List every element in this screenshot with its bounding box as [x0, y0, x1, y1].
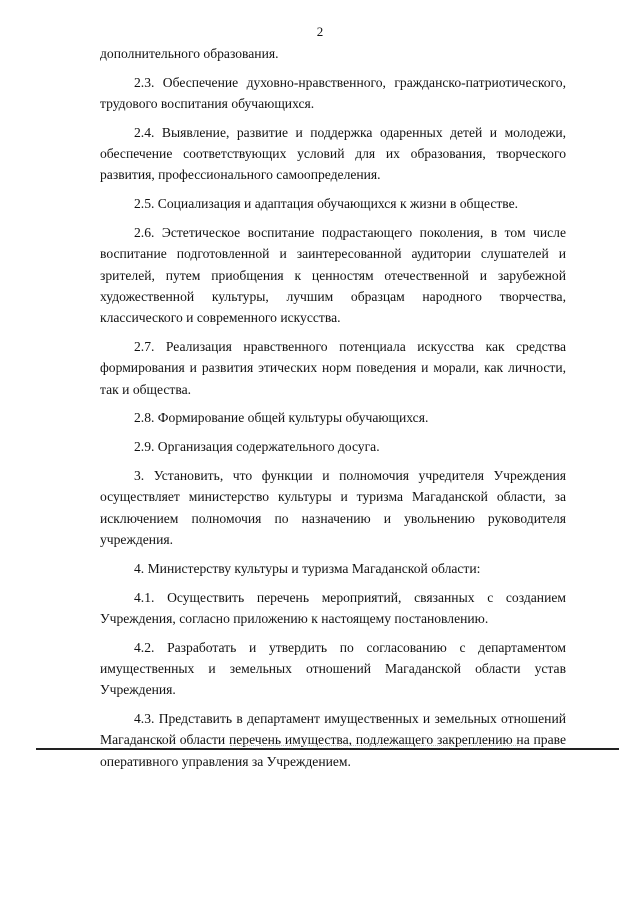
paragraph-2-4: 2.4. Выявление, развитие и поддержка одаренных детей и молодежи, обеспечение соответствующих условий для их образования, творческого развития, профессионального самоопределения.	[100, 124, 566, 183]
paragraph-4-1: 4.1. Осуществить перечень мероприятий, связанных с созданием Учреждения, согласно приложению к настоящему постановлению.	[100, 589, 566, 626]
page-number: 2	[316, 24, 324, 39]
document-body	[100, 43, 566, 779]
paragraph-4-3: 4.3. Представить в департамент имущественных и земельных отношений Магаданской области перечень имущества, подлежащего закреплению на праве оперативного управления за Учреждением.	[100, 711, 566, 769]
scan-artifact-line	[230, 745, 520, 746]
paragraph-4-2: 4.2. Разработать и утвердить по согласованию с департаментом имущественных и земельных отношений Магаданской области устав Учреждения.	[100, 639, 566, 698]
paragraph-4: 4. Министерству культуры и туризма Магаданской области:	[134, 560, 481, 576]
paragraph-2-3: 2.3. Обеспечение духовно-нравственного, гражданско-патриотического, трудового воспитания обучающихся.	[100, 74, 566, 112]
paragraph-2-7: 2.7. Реализация нравственного потенциала искусства как средства формирования и развития этических норм поведения и морали, как личности, так и общества.	[100, 339, 566, 397]
paragraph-2-5: 2.5. Социализация и адаптация обучающихся к жизни в обществе.	[134, 196, 519, 212]
horizontal-rule	[36, 748, 619, 750]
paragraph-2-6: 2.6. Эстетическое воспитание подрастающего поколения, в том числе воспитание подготовленной и заинтересованной аудитории слушателей и зрителей, путем приобщения к ценностям отечественной и зарубежной художественной культуры, лучшим образцам народного творчества, классического и современного искусства.	[100, 225, 566, 326]
paragraph-continuation: дополнительного образования.	[100, 46, 279, 61]
paragraph-2-8: 2.8. Формирование общей культуры обучающихся.	[134, 410, 429, 426]
paragraph-2-9: 2.9. Организация содержательного досуга.	[134, 439, 380, 455]
paragraph-3: 3. Установить, что функции и полномочия учредителя Учреждения осуществляет министерство культуры и туризма Магаданской области, за исключением полномочия по назначению и увольнению руководителя учреждения.	[100, 468, 566, 547]
